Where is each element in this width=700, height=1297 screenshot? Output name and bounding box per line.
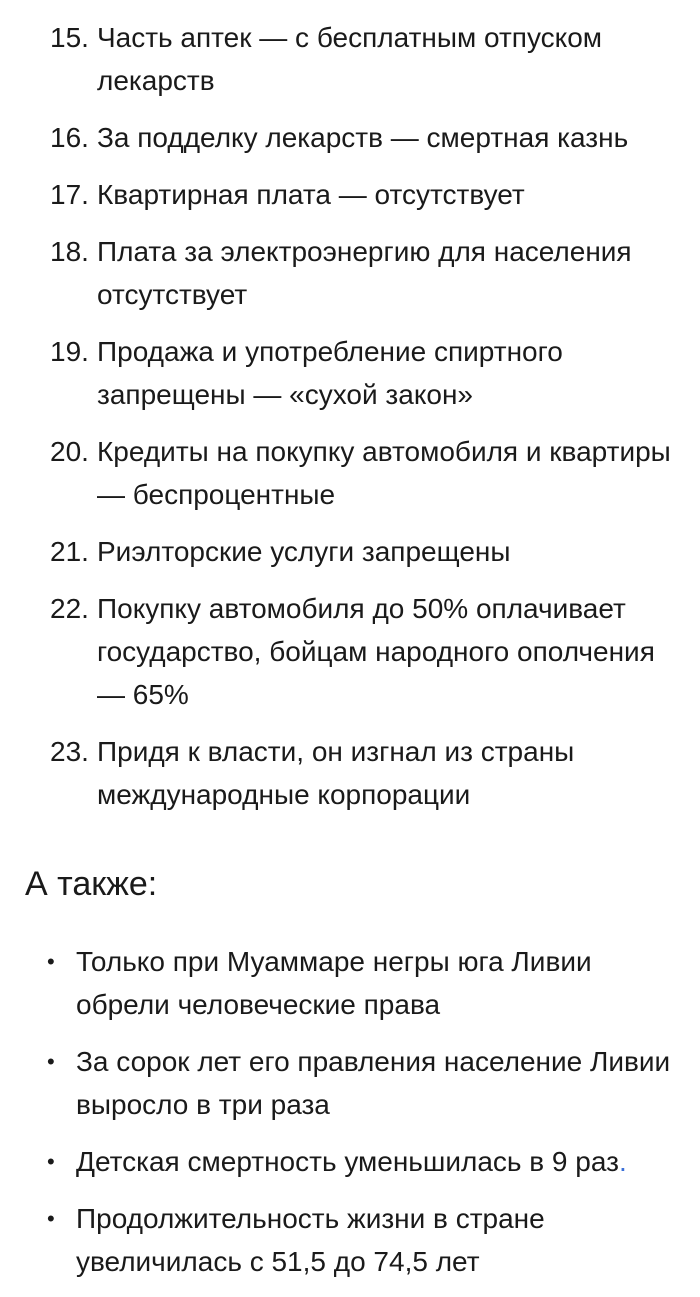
list-item: [0, 587, 700, 716]
list-item-text: Покупку автомобиля до 50% оплачивает государство, бойцам народного ополчения — 65%: [97, 593, 655, 710]
list-item-number: 20.: [50, 436, 89, 467]
list-item: [0, 16, 700, 102]
list-item-text: Квартирная плата — отсутствует: [97, 179, 525, 210]
bullet-item: [0, 940, 700, 1026]
bullet-item-text: Детская смертность уменьшилась в 9 раз: [76, 1146, 619, 1177]
list-item: [0, 230, 700, 316]
list-item-number: 17.: [50, 179, 89, 210]
list-item: [0, 330, 700, 416]
list-item: [0, 430, 700, 516]
list-item-text: Плата за электроэнергию для населения отсутствует: [97, 236, 632, 310]
bullet-item-text: За сорок лет его правления население Ливии выросло в три раза: [76, 1046, 671, 1120]
list-item-number: 15.: [50, 22, 89, 53]
list-item: [0, 173, 700, 216]
bullet-item-text: Только при Муаммаре негры юга Ливии обрели человеческие права: [76, 946, 592, 1020]
list-item-number: 22.: [50, 593, 89, 624]
list-item: [0, 116, 700, 159]
list-item: [0, 730, 700, 816]
list-item-text: Придя к власти, он изгнал из страны международные корпорации: [97, 736, 575, 810]
bullet-item-text: Продолжительность жизни в стране увеличилась с 51,5 до 74,5 лет: [76, 1203, 545, 1277]
list-item-text: Риэлторские услуги запрещены: [97, 536, 511, 567]
list-item-text: За подделку лекарств — смертная казнь: [97, 122, 629, 153]
list-item-number: 23.: [50, 736, 89, 767]
bullet-icon: •: [47, 1206, 55, 1231]
list-item-text: Часть аптек — с бесплатным отпуском лекарств: [97, 22, 603, 96]
bullet-icon: •: [47, 1149, 55, 1174]
bullet-icon: •: [47, 1049, 55, 1074]
bullet-list: [0, 940, 700, 1297]
list-item-text: Продажа и употребление спиртного запрещены — «сухой закон»: [97, 336, 563, 410]
bullet-item: [0, 1040, 700, 1126]
list-item-number: 18.: [50, 236, 89, 267]
list-item-text: Кредиты на покупку автомобиля и квартиры — беспроцентные: [97, 436, 671, 510]
bullet-item: [0, 1140, 700, 1183]
bullet-icon: •: [47, 949, 55, 974]
section-heading: А также:: [25, 865, 158, 903]
list-item: [0, 530, 700, 573]
list-item-number: 21.: [50, 536, 89, 567]
numbered-list: [0, 16, 700, 830]
bullet-item: [0, 1197, 700, 1283]
list-item-number: 16.: [50, 122, 89, 153]
list-item-number: 19.: [50, 336, 89, 367]
bullet-item-suffix: .: [618, 1146, 627, 1177]
